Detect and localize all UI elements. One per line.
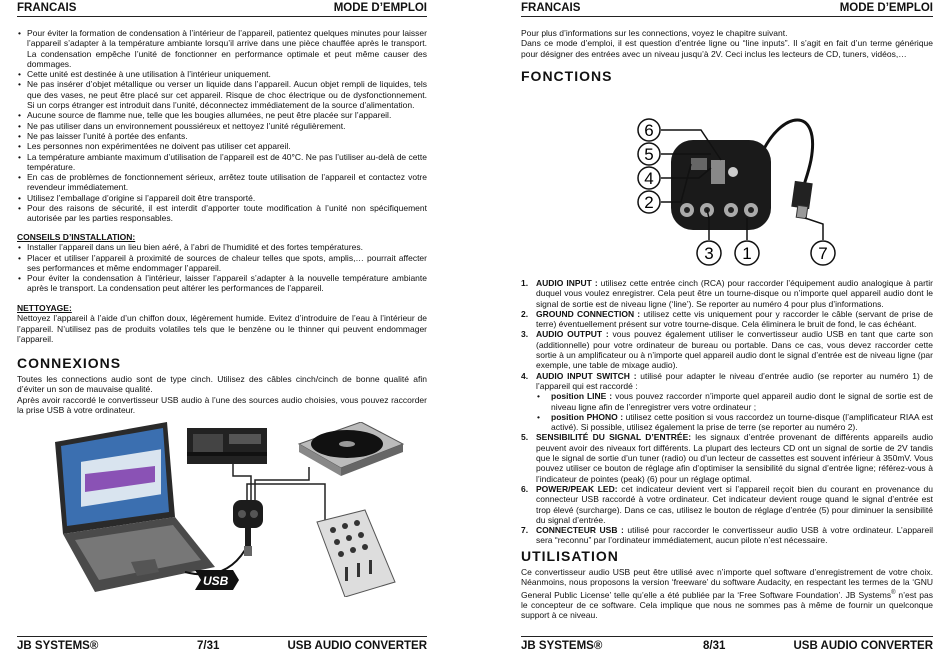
- page-header: [521, 2, 933, 17]
- safety-item: • Cette unité est destinée à une utilisation à l’intérieur uniquement.: [17, 69, 427, 79]
- install-item: • Placer et utiliser l’appareil à proximité de sources de chaleur telles que spots, amplis,… pourrait affecter ses performances et même endommager l’appareil.: [17, 253, 427, 274]
- fonctions-heading: FONCTIONS: [521, 68, 613, 84]
- callout-2: [638, 191, 660, 213]
- utilisation-text: [521, 567, 933, 620]
- footer-brand: JB SYSTEMS®: [521, 640, 603, 652]
- safety-item: • Ne pas insérer d’objet métallique ou verser un liquide dans l’appareil. Aucun objet rempli de liquides, tels que des vases, ne peut être placé sur cet appareil. Risque de choc électrique ou de dysfonctionnement. Si un corps étranger est introduit dans l’unité, déconnectez immédiatement de la source d’alimentation.: [17, 79, 427, 110]
- switch-position-name: position LINE :: [551, 391, 613, 402]
- intro-section: [521, 28, 933, 59]
- usb-badge: [195, 570, 239, 590]
- page-footer: [17, 636, 427, 653]
- safety-item: • Les personnes non expérimentées ne doivent pas utiliser cet appareil.: [17, 141, 427, 151]
- switch-position-item: [536, 412, 933, 433]
- safety-item: • Pour des raisons de sécurité, il est interdit d’apporter toute modification à l’unité non spécifiquement autorisée par les parties responsables.: [17, 203, 427, 224]
- cleaning-heading: NETTOYAGE:: [17, 303, 72, 313]
- svg-text:USB: USB: [203, 574, 229, 588]
- converter-image: [233, 500, 263, 556]
- functions-section: [521, 278, 933, 546]
- safety-item: • Ne pas laisser l’unité à portée des enfants.: [17, 131, 427, 141]
- utilisation-text-a: Ce convertisseur audio USB peut être utilisé avec n’importe quel software d’enregistrement de votre choix. Néanmoins, nous proposons la version ‘freeware’ du software Audacity, en respectant les termes de la ‘GNU General Public License’ telle qu’elle a été publiée par la ‘Free Software Foundation’. JB Systems: [521, 567, 933, 600]
- function-item: [521, 484, 933, 525]
- switch-position-text: utilisez cette position si vous raccordez un tourne-disque (l’amplificateur RIAA est activé). Si possible, utilisez également la prise de terre (se reporter au numéro 2).: [551, 411, 933, 433]
- functions-list: [521, 278, 933, 546]
- page-header: [17, 2, 427, 17]
- function-number: 2.: [521, 308, 529, 319]
- footer-brand: JB SYSTEMS®: [17, 640, 99, 652]
- function-text: vous pouvez également utiliser le convertisseur audio USB en tant que carte son (additionnelle) pour votre ordinateur de bureau ou portable. Dans ce cas, vous devez raccorder cette sortie à un amplificateur ou à n’importe quel appareil audio dont le signal d’entrée est de niveau ligne (par exemple, une table de mixage audio).: [536, 329, 933, 371]
- safety-item: • Aucune source de flamme nue, telle que les bougies allumées, ne peut être placée sur l’appareil.: [17, 110, 427, 120]
- function-number: 7.: [521, 525, 529, 536]
- function-item: [521, 525, 933, 546]
- safety-item: • Utilisez l’emballage d’origine si l’appareil doit être transporté.: [17, 193, 427, 203]
- callout-7: [811, 241, 835, 265]
- mixer-image: [317, 510, 395, 597]
- footer-product: USB AUDIO CONVERTER: [287, 640, 427, 652]
- function-text: utilisez cette entrée cinch (RCA) pour raccorder l’équipement audio analogique à partir duquel vous voulez enregistrer. Cela peut être un tourne-disque ou n’importe quel appareil audio dont le signal de sortie est de niveau ligne (‘line’). Se reporter au numéro 4 pour plus d’informations.: [536, 278, 933, 309]
- function-text: les signaux d’entrée provenant de différents appareils audio peuvent avoir des niveaux fort différents. La plupart des lecteurs CD ont un signal de sortie de 2V tandis que le signal de sortie d’un tuner (radio) ou d’un lecteur de cassettes est souvent inférieur à 350mV. Vous pouvez utiliser ce bouton de réglage afin d’optimiser la sensibilité du signal d’entrée ligne; référez-vous à l’indicateur de pointes (peak) (6) pour un réglage optimal.: [536, 432, 933, 484]
- function-number: 5.: [521, 432, 529, 443]
- safety-item: • Pour éviter la formation de condensation à l’intérieur de l’appareil, patientez quelques minutes pour laisser l’appareil s’adapter à la température ambiante lorsqu’il arrive dans une pièce chauffée après le transport. La condensation empêche l’unité de fonctionner en performance optimale et peut même causer des dommages.: [17, 28, 427, 69]
- header-title: MODE D’EMPLOI: [839, 2, 933, 14]
- install-item: • Installer l’appareil dans un lieu bien aéré, à l’abri de l’humidité et des fortes températures.: [17, 242, 427, 252]
- function-item: [521, 329, 933, 370]
- connexions-paragraph-1: Toutes les connections audio sont de type cinch. Utilisez des câbles cinch/cinch de bonne qualité afin d’éviter un son de mauvaise qualité.: [17, 374, 427, 395]
- svg-text:2: 2: [644, 193, 654, 212]
- device-diagram: [611, 100, 871, 272]
- function-item: [521, 371, 933, 433]
- function-text: utilisé pour raccorder le convertisseur audio USB à votre ordinateur. L’appareil sera “reconnu” par l’ordinateur immédiatement, aucun pilote n’est nécessaire.: [536, 525, 933, 546]
- connexions-section: [17, 355, 427, 415]
- callout-1: [735, 241, 759, 265]
- cassette-deck-image: [187, 428, 267, 464]
- svg-text:6: 6: [644, 121, 654, 140]
- safety-item: • La température ambiante maximum d’utilisation de l’appareil est de 40°C. Ne pas l’utiliser au-delà de cette température.: [17, 152, 427, 173]
- utilisation-heading: UTILISATION: [521, 548, 619, 564]
- connection-illustration: [55, 422, 451, 597]
- function-name: GROUND CONNECTION :: [536, 308, 641, 319]
- intro-line-1: Pour plus d’informations sur les connections, voyez le chapitre suivant.: [521, 28, 788, 38]
- function-name: CONNECTEUR USB :: [536, 525, 624, 536]
- safety-list: [17, 28, 427, 224]
- right-page: [521, 0, 933, 654]
- function-item: [521, 278, 933, 309]
- switch-position-name: position PHONO :: [551, 411, 624, 422]
- callout-3: [697, 241, 721, 265]
- svg-text:4: 4: [644, 169, 654, 188]
- page-footer: [521, 636, 933, 653]
- safety-item: • En cas de problèmes de fonctionnement sérieux, arrêtez toute utilisation de l’appareil et contactez votre revendeur immédiatement.: [17, 172, 427, 193]
- connexions-paragraph-2: Après avoir raccordé le convertisseur USB audio à l’une des sources audio choisies, vous pouvez raccorder la prise USB à votre ordinateur.: [17, 394, 427, 415]
- header-language: FRANCAIS: [17, 2, 77, 14]
- function-name: AUDIO INPUT :: [536, 278, 598, 288]
- function-text: utilisez cette vis uniquement pour y raccorder le câble (servant de prise de terre) éventuellement présent sur votre tourne-disque. Cela éliminera le bruit de fond, le cas échéant.: [536, 308, 933, 330]
- svg-text:1: 1: [742, 244, 752, 263]
- registered-mark: ®: [891, 589, 896, 596]
- function-item: [521, 432, 933, 483]
- install-list: [17, 242, 427, 293]
- function-name: AUDIO INPUT SWITCH :: [536, 370, 637, 381]
- function-item: [521, 309, 933, 330]
- callout-6: [638, 119, 660, 141]
- function-number: 1.: [521, 278, 529, 288]
- svg-text:3: 3: [704, 244, 714, 263]
- utilisation-text-b: n’est pas le concepteur de ce software. Cela implique que nous ne sommes pas à même de fournir un quelconque support à ce niveau.: [521, 589, 933, 621]
- callout-4: [638, 167, 660, 189]
- switch-position-text: vous pouvez raccorder n’importe quel appareil audio dont le signal de sortie est de niveau ligne afin de l’enregistrer vers votre ordinateur ;: [551, 391, 933, 412]
- svg-text:5: 5: [644, 145, 654, 164]
- footer-page-number: 8/31: [703, 640, 726, 652]
- svg-text:7: 7: [818, 244, 828, 263]
- function-text: utilisé pour adapter le niveau d’entrée audio (se reporter au numéro 1) de l’appareil qui est raccordé :: [536, 370, 934, 391]
- intro-line-2: Dans ce mode d’emploi, il est question d’entrée ligne ou “line inputs”. Il s’agit en fait d’un terme générique pour désigner des entrées avec un niveau jusqu’à 2V. Ceci inclus les lecteurs de CD, tuners, vidéos,…: [521, 38, 933, 59]
- function-name: POWER/PEAK LED:: [536, 483, 618, 494]
- function-number: 4.: [521, 370, 529, 381]
- header-language: FRANCAIS: [521, 2, 581, 14]
- cleaning-text: Nettoyez l’appareil à l’aide d’un chiffon doux, légèrement humide. Evitez d’introduire de l’eau à l’intérieur de l’appareil. N’utilisez pas de produits volatiles tels que le benzène ou le thinner qui peuvent endommager l’appareil.: [17, 313, 427, 344]
- function-text: cet indicateur devient vert si l’appareil reçoit bien du courant en provenance du connecteur USB raccordé à votre ordinateur. Cet indicateur devient rouge quand le signal d’entrée est trop élevé (surcharge). Dans ce cas, utilisez le bouton de réglage d’entrée (5) pour diminuer la sensibilité du signal d’entrée.: [536, 483, 934, 525]
- function-name: SENSIBILITÉ DU SIGNAL D’ENTRÉE:: [536, 432, 692, 443]
- cleaning-section: [17, 303, 427, 344]
- switch-position-item: [536, 391, 933, 412]
- connexions-heading: CONNEXIONS: [17, 355, 122, 371]
- footer-page-number: 7/31: [197, 640, 220, 652]
- install-section: [17, 232, 427, 294]
- function-number: 3.: [521, 329, 529, 340]
- function-name: AUDIO OUTPUT :: [536, 329, 609, 340]
- callout-5: [638, 143, 660, 165]
- install-item: • Pour éviter la condensation à l’intérieur, laisser l’appareil s’adapter à la nouvelle température ambiante après le transport. La condensation peut altérer les performances de l’appareil.: [17, 273, 427, 294]
- turntable-image: [299, 422, 403, 476]
- install-heading: CONSEILS D’INSTALLATION:: [17, 232, 136, 242]
- header-title: MODE D’EMPLOI: [333, 2, 427, 14]
- function-number: 6.: [521, 483, 529, 494]
- switch-positions-list: [536, 391, 933, 432]
- safety-item: • Ne pas utiliser dans un environnement poussiéreux et nettoyez l’unité régulièrement.: [17, 121, 427, 131]
- left-page: [17, 0, 427, 654]
- safety-section: [17, 28, 427, 224]
- footer-product: USB AUDIO CONVERTER: [793, 640, 933, 652]
- utilisation-section: [521, 548, 933, 620]
